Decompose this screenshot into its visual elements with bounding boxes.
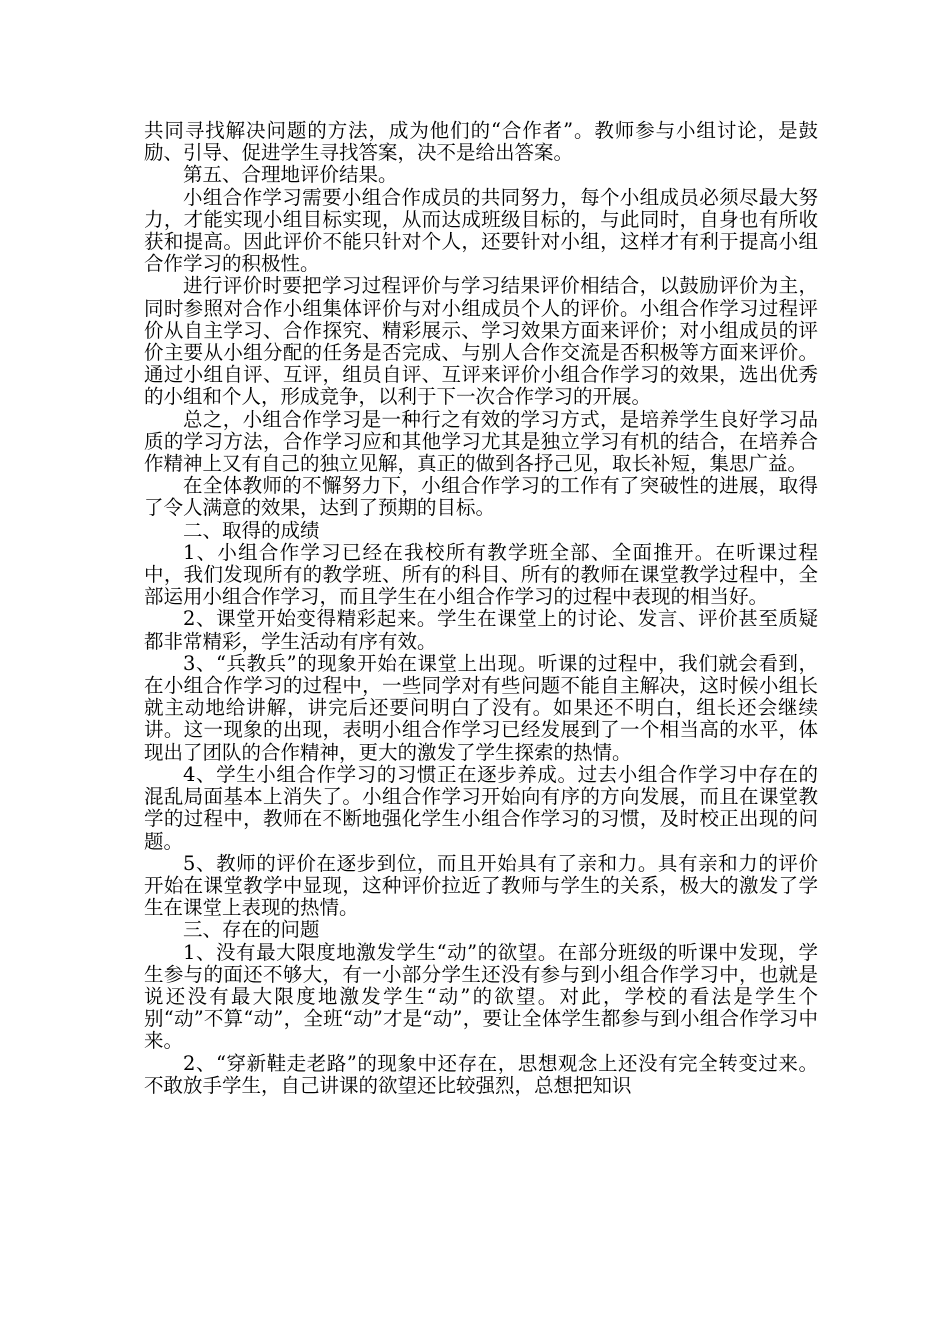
section-heading: 二、取得的成绩 [183,518,320,542]
paragraph: 共同寻找解决问题的方法，成为他们的“合作者”。教师参与小组讨论，是鼓励、引导、促进学生寻找答案，决不是给出答案。 [144,119,818,165]
list-item: 2、“穿新鞋走老路”的现象中还存在，思想观念上还没有完全转变过来。不敢放手学生，自己讲课的欲望还比较强烈，总想把知识 [144,1051,818,1097]
document-body [144,120,818,1097]
list-item: 2、课堂开始变得精彩起来。学生在课堂上的讨论、发言、评价甚至质疑都非常精彩，学生活动有序有效。 [144,607,818,653]
paragraph: 总之，小组合作学习是一种行之有效的学习方式，是培养学生良好学习品质的学习方法，合作学习应和其他学习尤其是独立学习有机的结合，在培养合作精神上又有自己的独立见解，真正的做到各抒己见，取长补短，集思广益。 [144,407,818,476]
list-item: 3、“兵教兵”的现象开始在课堂上出现。听课的过程中，我们就会看到，在小组合作学习的过程中，一些同学对有些问题不能自主解决，这时候小组长就主动地给讲解，讲完后还要问明白了没有。如果还不明白，组长还会继续讲。这一现象的出现，表明小组合作学习已经发展到了一个相当高的水平，体现出了团队的合作精神，更大的激发了学生探索的热情。 [144,651,818,764]
paragraph: 进行评价时要把学习过程评价与学习结果评价相结合，以鼓励评价为主，同时参照对合作小组集体评价与对小组成员个人的评价。小组合作学习过程评价从自主学习、合作探究、精彩展示、学习效果方面来评价；对小组成员的评价主要从小组分配的任务是否完成、与别人合作交流是否积极等方面来评价。通过小组自评、互评，组员自评、互评来评价小组合作学习的效果，选出优秀的小组和个人，形成竞争，以利于下一次合作学习的开展。 [144,274,818,409]
list-item: 1、小组合作学习已经在我校所有教学班全部、全面推开。在听课过程中，我们发现所有的教学班、所有的科目、所有的教师在课堂教学过程中，全部运用小组合作学习，而且学生在小组合作学习的过程中表现的相当好。 [144,540,818,609]
paragraph: 小组合作学习需要小组合作成员的共同努力，每个小组成员必须尽最大努力，才能实现小组目标实现，从而达成班级目标的，与此同时，自身也有所收获和提高。因此评价不能只针对个人，还要针对小组，这样才有利于提高小组合作学习的积极性。 [144,185,818,276]
list-item: 5、教师的评价在逐步到位，而且开始具有了亲和力。具有亲和力的评价开始在课堂教学中显现，这种评价拉近了教师与学生的关系，极大的激发了学生在课堂上表现的热情。 [144,851,818,920]
section-heading: 第五、合理地评价结果。 [183,163,398,187]
list-item: 1、没有最大限度地激发学生“动”的欲望。在部分班级的听课中发现，学生参与的面还不够大，有一小部分学生还没有参与到小组合作学习中，也就是说还没有最大限度地激发学生“动”的欲望。对此，学校的看法是学生个别“动”不算“动”，全班“动”才是“动”，要让全体学生都参与到小组合作学习中来。 [144,940,818,1053]
section-heading: 三、存在的问题 [183,918,320,942]
list-item: 4、学生小组合作学习的习惯正在逐步养成。过去小组合作学习中存在的混乱局面基本上消失了。小组合作学习开始向有序的方向发展，而且在课堂教学的过程中，教师在不断地强化学生小组合作学习的习惯，及时校正出现的问题。 [144,762,818,853]
paragraph: 在全体教师的不懈努力下，小组合作学习的工作有了突破性的进展，取得了令人满意的效果，达到了预期的目标。 [144,474,818,520]
